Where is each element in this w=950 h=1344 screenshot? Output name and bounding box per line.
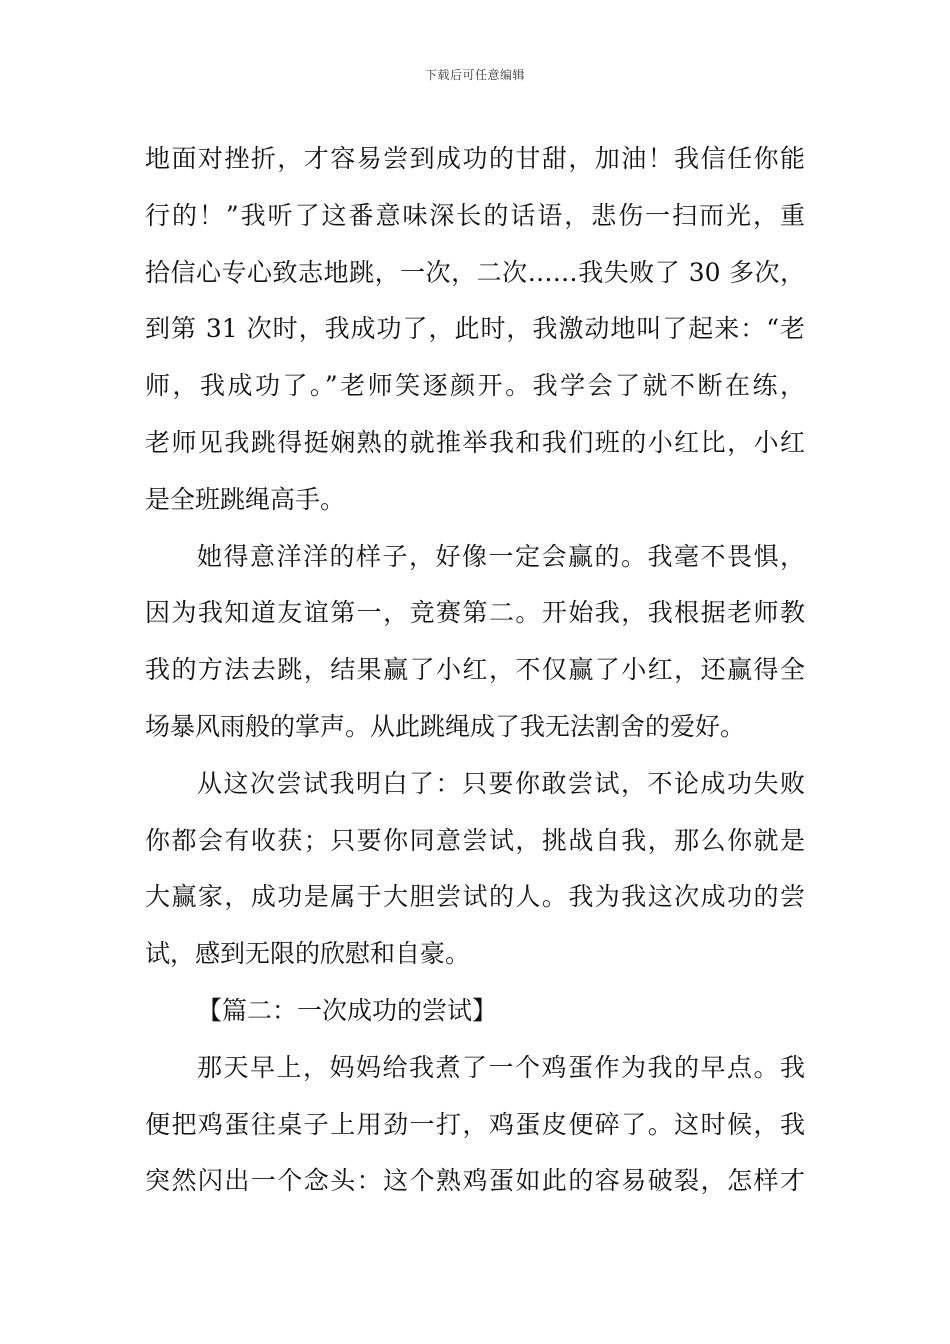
text-line: 地面对挫折，才容易尝到成功的甘甜，加油！我信任你能 [145, 144, 805, 173]
text-line: 行的！”我听了这番意味深长的话语，悲伤一扫而光，重 [145, 200, 805, 230]
text-line: 便把鸡蛋往桌子上用劲一打，鸡蛋皮便碎了。这时候，我 [145, 1109, 805, 1139]
text-line: 因为我知道友谊第一，竞赛第二。开始我，我根据老师教 [145, 598, 805, 628]
page-header: 下载后可任意编辑 [424, 68, 525, 82]
section-heading: 【篇二：一次成功的尝试】 [197, 995, 498, 1025]
body-text [145, 131, 805, 1210]
text-line: 突然闪出一个念头：这个熟鸡蛋如此的容易破裂，怎样才 [145, 1166, 805, 1196]
paragraph-start-line: 从这次尝试我明白了：只要你敢尝试，不论成功失败 [197, 768, 805, 798]
text-line: 场暴风雨般的掌声。从此跳绳成了我无法割舍的爱好。 [145, 711, 746, 741]
text-line: 你都会有收获；只要你同意尝试，挑战自我，那么你就是 [145, 825, 805, 855]
text-line: 老师见我跳得挺娴熟的就推举我和我们班的小红比，小红 [145, 427, 805, 457]
text-line: 我的方法去跳，结果赢了小红，不仅赢了小红，还赢得全 [145, 655, 805, 685]
paragraph-start-line: 她得意洋洋的样子，好像一定会赢的。我毫不畏惧， [197, 541, 805, 571]
paragraph-start-line: 那天早上，妈妈给我煮了一个鸡蛋作为我的早点。我 [197, 1052, 805, 1082]
text-line: 到第 31 次时，我成功了，此时，我激动地叫了起来：“老 [145, 314, 805, 344]
text-line: 试，感到无限的欣慰和自豪。 [145, 939, 471, 969]
text-line: 师，我成功了。”老师笑逐颜开。我学会了就不断在练， [145, 371, 805, 401]
text-line: 是全班跳绳高手。 [145, 484, 346, 514]
text-line: 大赢家，成功是属于大胆尝试的人。我为我这次成功的尝 [145, 882, 805, 912]
text-line: 拾信心专心致志地跳，一次，二次……我失败了 30 多次， [145, 257, 805, 287]
